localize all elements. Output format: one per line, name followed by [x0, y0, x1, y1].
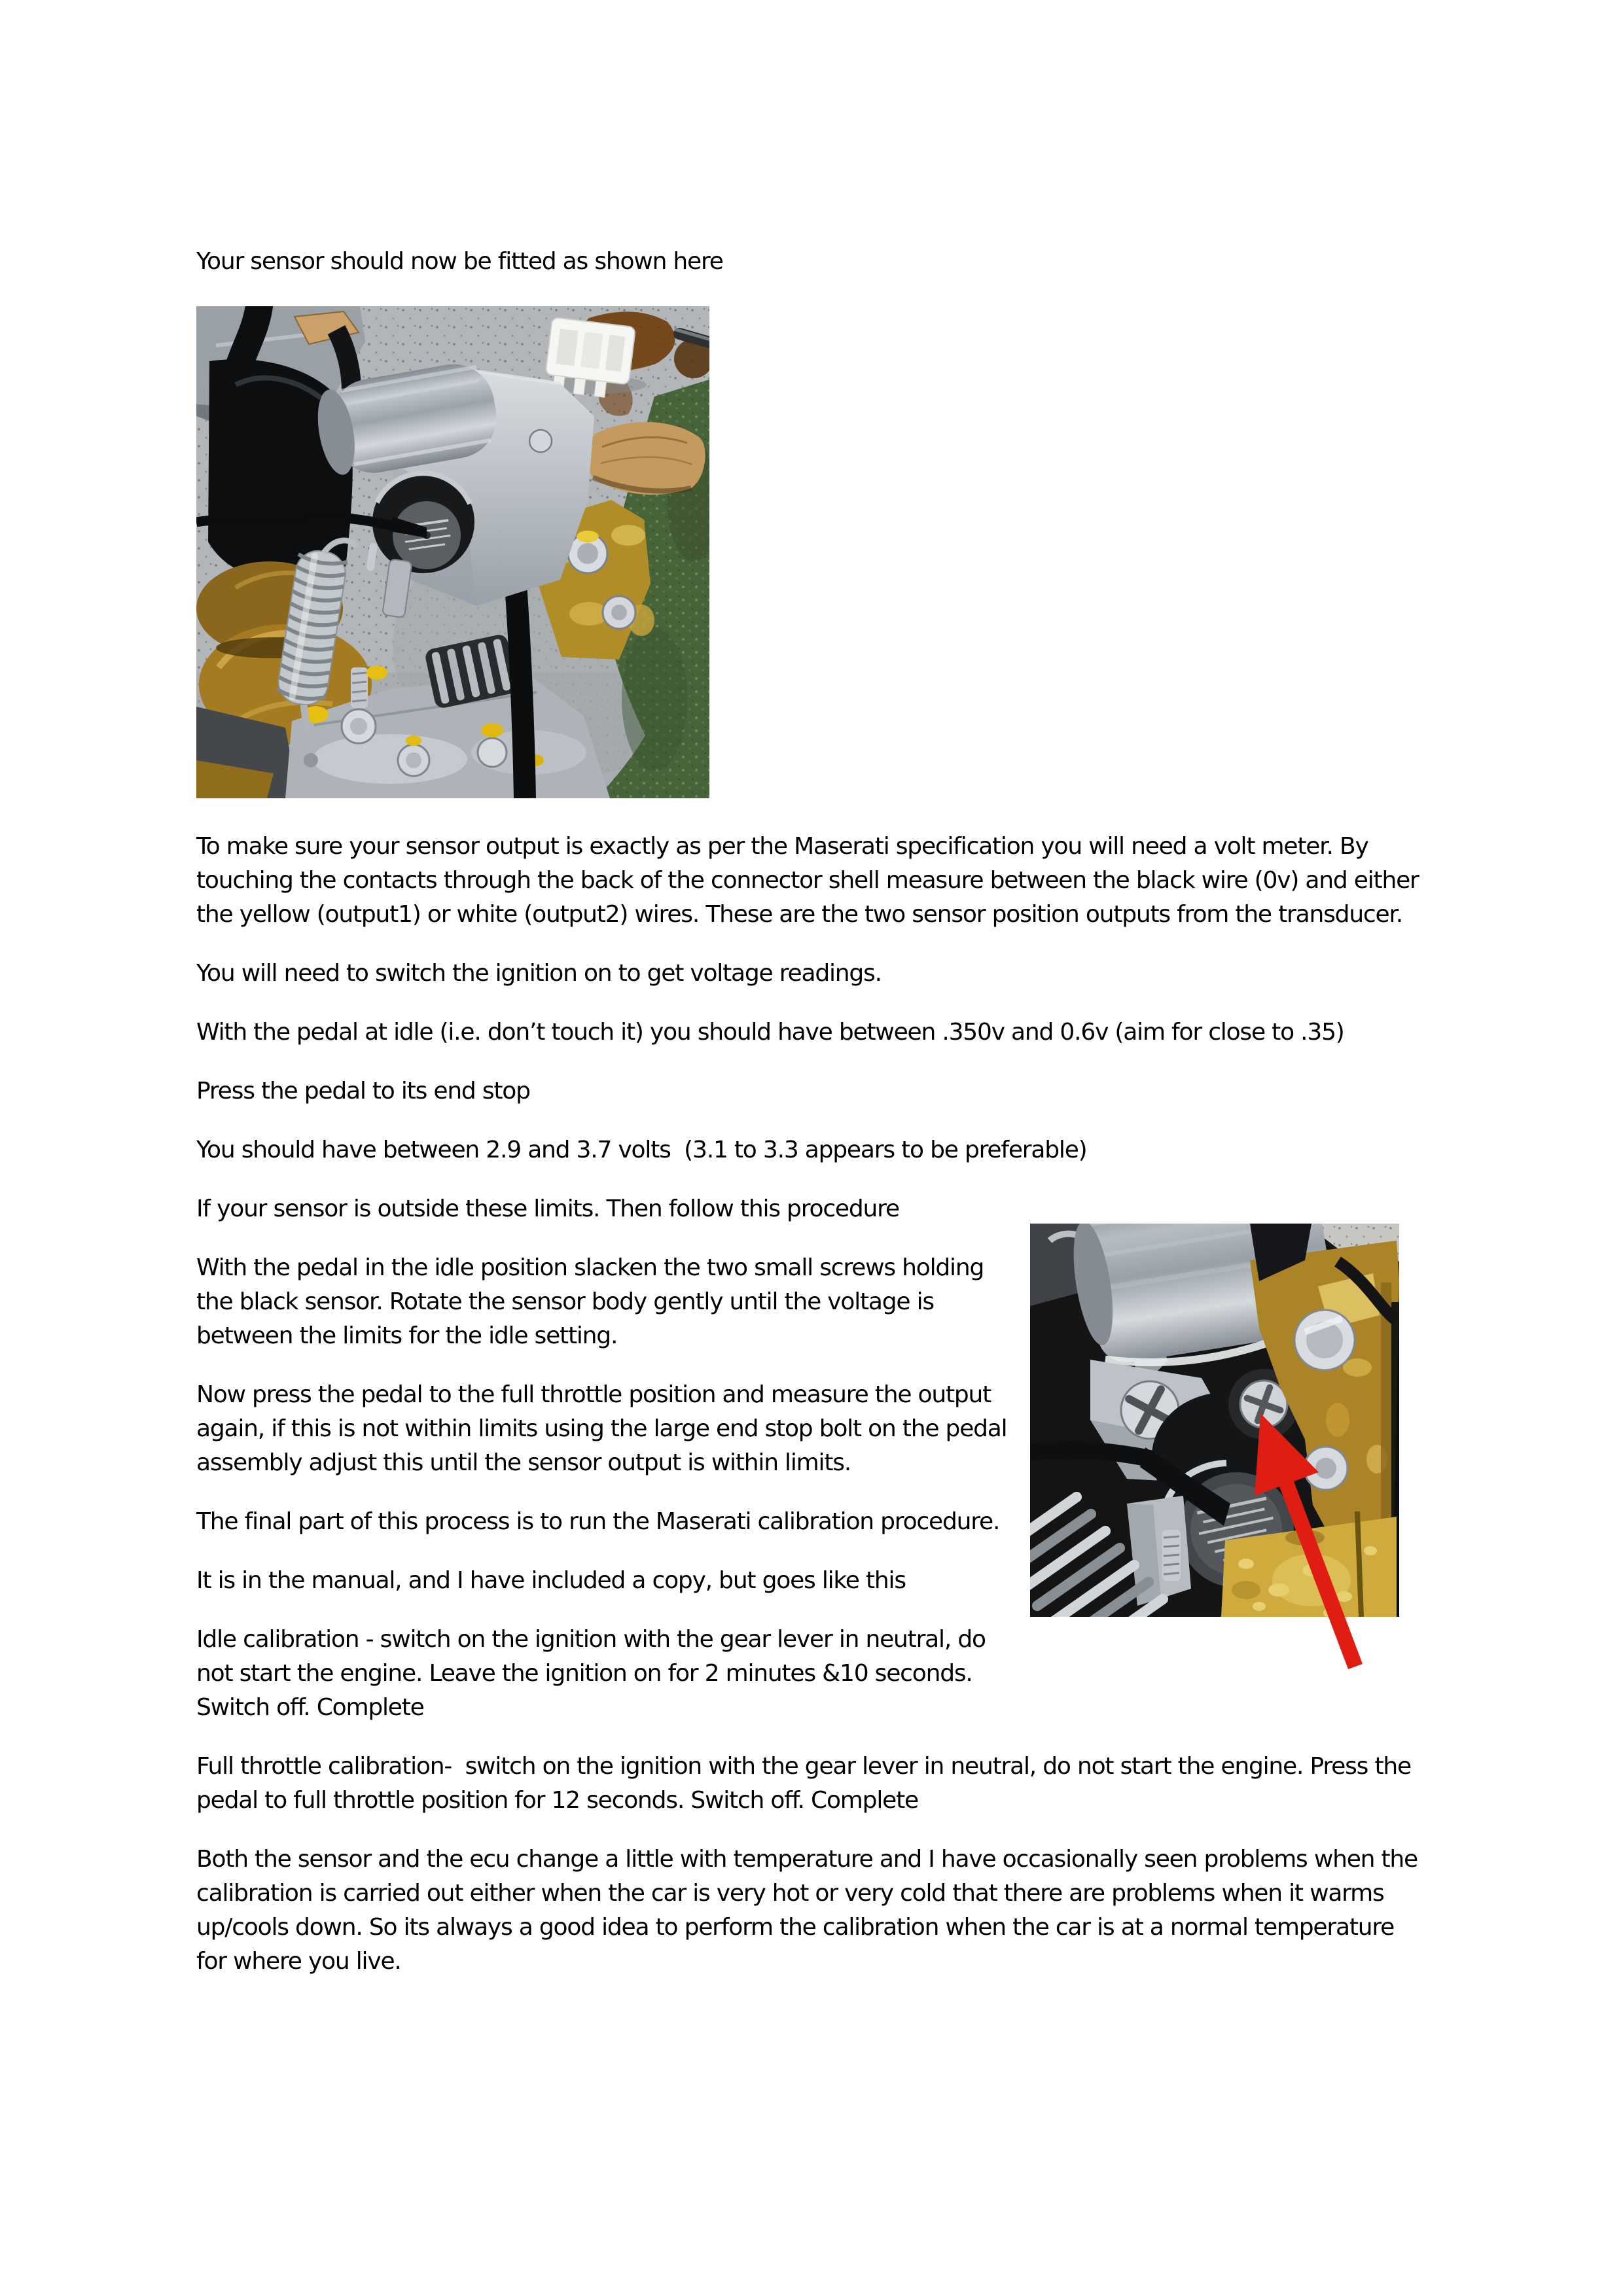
paragraph-heading: Your sensor should now be fitted as shown here [196, 248, 723, 275]
paragraph-ignition: You will need to switch the ignition on to get voltage readings. [196, 960, 882, 987]
paragraph-slacken-screws: With the pedal in the idle position slacken the two small screws holding the black sensor. Rotate the sensor body gently until the voltage is between the limits for the idle setting. [196, 1254, 991, 1349]
wood-strip [586, 422, 705, 495]
paragraph-full-throttle-calibration: Full throttle calibration- switch on the ignition with the gear lever in neutral, do not start the engine. Press the pedal to full throttle position for 12 seconds. Switch off. Complete [196, 1753, 1418, 1814]
sensor-fitted-photo [196, 306, 709, 798]
paragraph-final-part: The final part of this process is to run the Maserati calibration procedure. [196, 1508, 1000, 1535]
paragraph-idle-reading: With the pedal at idle (i.e. don’t touch it) you should have between .350v and 0.6v (aim for close to .35) [196, 1019, 1344, 1046]
sensor-fitted-figure [196, 306, 1427, 798]
paragraph-full-throttle-adjust: Now press the pedal to the full throttle position and measure the output again, if this is not within limits using the large end stop bolt on the pedal assembly adjust this until the sensor output is within limits. [196, 1381, 1014, 1476]
paragraph-idle-calibration: Idle calibration - switch on the ignition with the gear lever in neutral, do not start the engine. Leave the ignition on for 2 minutes &10 seconds. Switch off. Complete [196, 1626, 993, 1721]
paragraph-outside-limits: If your sensor is outside these limits. Then follow this procedure [196, 1195, 899, 1222]
sensor-closeup-photo [1030, 1224, 1399, 1670]
sensor-cable [1030, 1450, 1153, 1459]
paragraph-press-pedal: Press the pedal to its end stop [196, 1078, 530, 1104]
sensor-closeup-figure [1030, 1224, 1399, 1670]
paragraph-manual-copy: It is in the manual, and I have included a copy, but goes like this [196, 1567, 906, 1594]
paragraph-temperature: Both the sensor and the ecu change a little with temperature and I have occasionally seen problems when the calibration is carried out either when the car is very hot or very cold that there are problems when it warms up/cools down. So its always a good idea to perform the calibration when the car is at a normal temperature for where you live. [196, 1846, 1425, 1975]
paragraph-voltmeter: To make sure your sensor output is exactly as per the Maserati specification you will need a volt meter. By touching the contacts through the back of the connector shell measure between the black wire (0v) and either the yellow (output1) or white (output2) wires. These are the two sensor position outputs from the transducer. [196, 833, 1425, 928]
paragraph-full-reading: You should have between 2.9 and 3.7 volts (3.1 to 3.3 appears to be preferable) [196, 1137, 1087, 1163]
